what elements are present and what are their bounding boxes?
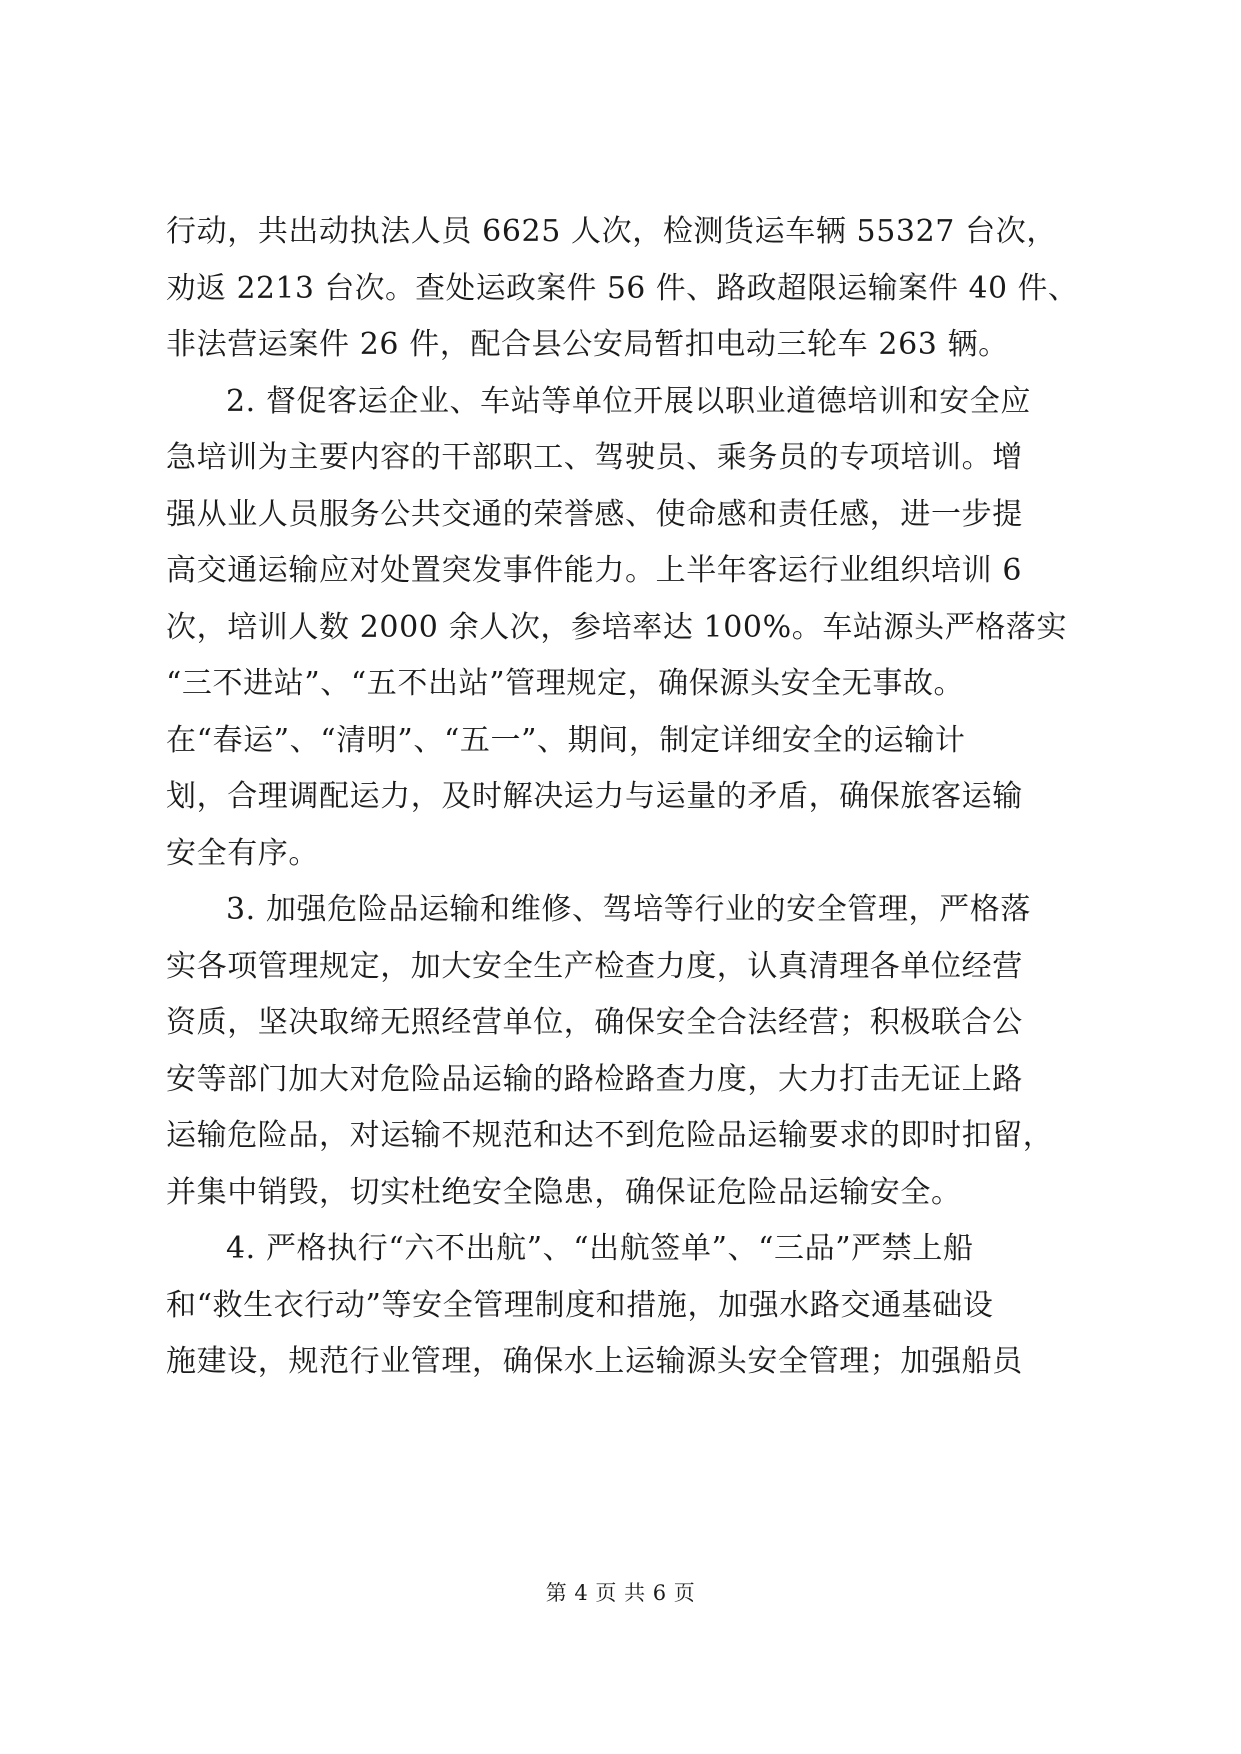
text-line: 资质，坚决取缔无照经营单位，确保安全合法经营；积极联合公 bbox=[166, 1005, 1023, 1040]
text-line: 强从业人员服务公共交通的荣誉感、使命感和责任感，进一步提 bbox=[166, 497, 1023, 532]
text-line: 非法营运案件 26 件，配合县公安局暂扣电动三轮车 263 辆。 bbox=[166, 327, 1009, 362]
text-line: 在“春运”、“清明”、“五一”、期间，制定详细安全的运输计 bbox=[166, 723, 966, 758]
text-line: 和“救生衣行动”等安全管理制度和措施，加强水路交通基础设 bbox=[166, 1288, 994, 1323]
page-footer: 第 4 页 共 6 页 bbox=[545, 1581, 696, 1605]
text-line: 运输危险品，对运输不规范和达不到危险品运输要求的即时扣留， bbox=[166, 1118, 1054, 1153]
text-line: 施建设，规范行业管理，确保水上运输源头安全管理；加强船员 bbox=[166, 1344, 1023, 1379]
text-line: 划，合理调配运力，及时解决运力与运量的矛盾，确保旅客运输 bbox=[166, 779, 1023, 814]
text-line: “三不进站”、“五不出站”管理规定，确保源头安全无事故。 bbox=[166, 666, 965, 701]
text-line: 高交通运输应对处置突发事件能力。上半年客运行业组织培训 6 bbox=[166, 553, 1023, 588]
text-line: 安全有序。 bbox=[166, 836, 319, 871]
text-line: 安等部门加大对危险品运输的路检路查力度，大力打击无证上路 bbox=[166, 1062, 1023, 1097]
text-line: 劝返 2213 台次。查处运政案件 56 件、路政超限运输案件 40 件、 bbox=[166, 271, 1079, 306]
paragraph-3-first-line: 3. 加强危险品运输和维修、驾培等行业的安全管理，严格落 bbox=[226, 892, 1031, 927]
text-line: 行动，共出动执法人员 6625 人次，检测货运车辆 55327 台次， bbox=[166, 214, 1057, 249]
text-line: 并集中销毁，切实杜绝安全隐患，确保证危险品运输安全。 bbox=[166, 1175, 962, 1210]
paragraph-2-first-line: 2. 督促客运企业、车站等单位开展以职业道德培训和安全应 bbox=[226, 384, 1031, 419]
text-line: 急培训为主要内容的干部职工、驾驶员、乘务员的专项培训。增 bbox=[166, 440, 1023, 475]
text-line: 实各项管理规定，加大安全生产检查力度，认真清理各单位经营 bbox=[166, 949, 1023, 984]
text-line: 次，培训人数 2000 余人次，参培率达 100%。车站源头严格落实 bbox=[166, 610, 1068, 645]
paragraph-4-first-line: 4. 严格执行“六不出航”、“出航签单”、“三品”严禁上船 bbox=[226, 1231, 974, 1266]
